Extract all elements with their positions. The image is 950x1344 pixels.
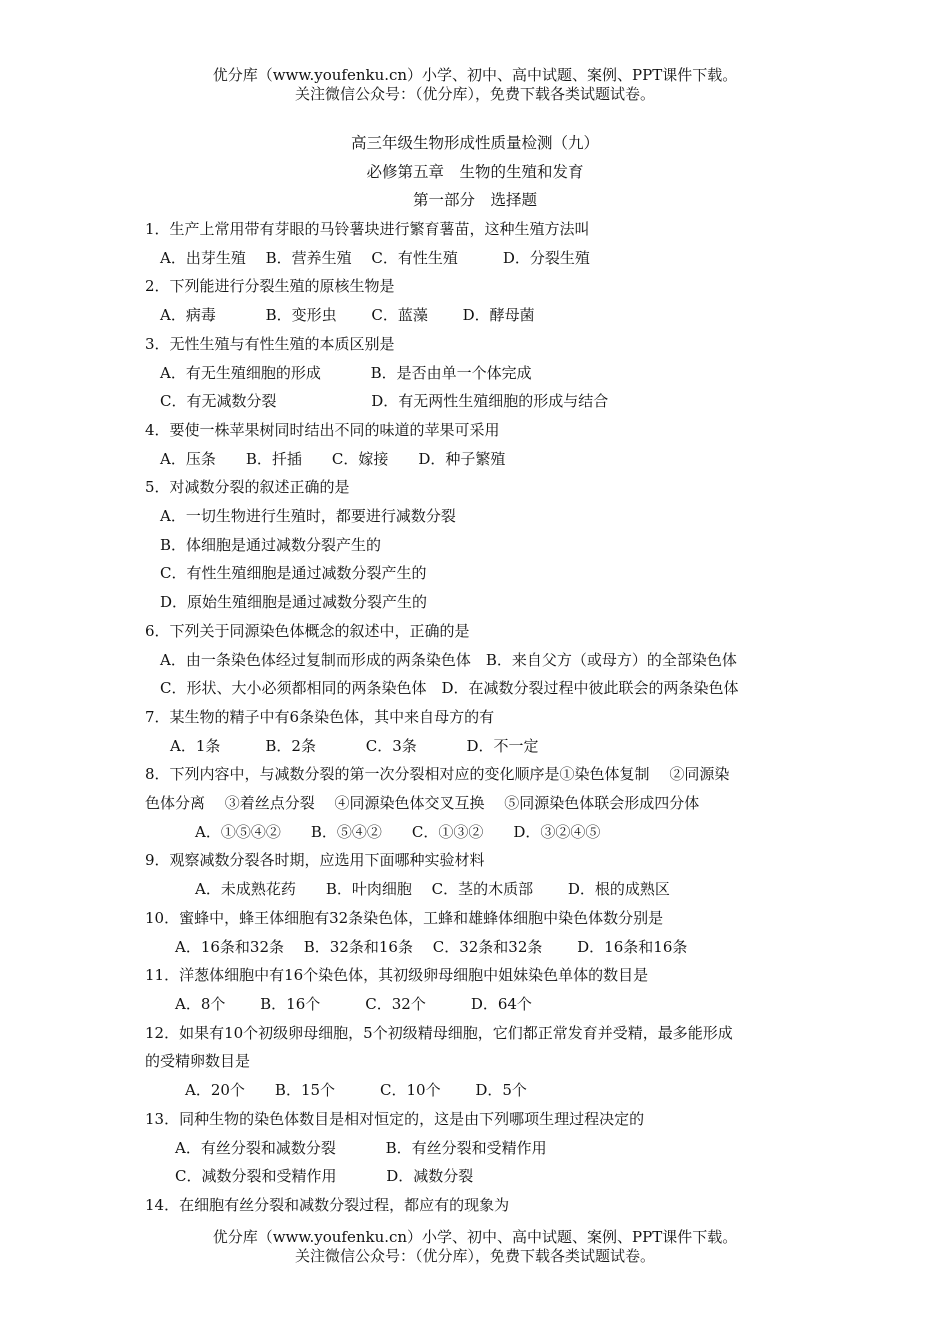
header-line-1: 优分库（www.youfenku.cn）小学、初中、高中试题、案例、PPT课件下载。 <box>212 66 738 84</box>
question-10-options: A．16条和32条 B．32条和16条 C．32条和32条 D．16条和16条 <box>175 937 688 956</box>
question-5: 5．对减数分裂的叙述正确的是 <box>145 478 350 497</box>
exam-title: 高三年级生物形成性质量检测（九） <box>350 134 599 152</box>
chapter-title: 必修第五章 生物的生殖和发育 <box>366 162 584 181</box>
question-5-option-a: A．一切生物进行生殖时，都要进行减数分裂 <box>160 507 456 526</box>
question-9: 9．观察减数分裂各时期，应选用下面哪种实验材料 <box>145 851 485 870</box>
question-3-options-ab: A．有无生殖细胞的形成 B．是否由单一个体完成 <box>160 363 532 382</box>
question-4-options: A．压条 B．扦插 C．嫁接 D．种子繁殖 <box>160 449 506 468</box>
header-line-2: 关注微信公众号：（优分库），免费下载各类试题试卷。 <box>294 85 655 103</box>
question-12: 12．如果有10个初级卵母细胞，5个初级精母细胞，它们都正常发育并受精，最多能形成 <box>145 1023 733 1042</box>
section-title: 第一部分 选择题 <box>412 191 537 209</box>
question-5-option-b: B．体细胞是通过减数分裂产生的 <box>160 535 382 554</box>
question-6-options-cd: C．形状、大小必须都相同的两条染色体 D．在减数分裂过程中彼此联会的两条染色体 <box>160 679 739 698</box>
question-8-continued: 色体分离 ③着丝点分裂 ④同源染色体交叉互换 ⑤同源染色体联会形成四分体 <box>145 794 700 813</box>
question-6-options-ab: A．由一条染色体经过复制而形成的两条染色体 B．来自父方（或母方）的全部染色体 <box>160 650 737 669</box>
question-14: 14．在细胞有丝分裂和减数分裂过程，都应有的现象为 <box>145 1195 510 1214</box>
question-7: 7．某生物的精子中有6条染色体，其中来自母方的有 <box>145 707 495 726</box>
question-3: 3．无性生殖与有性生殖的本质区别是 <box>145 334 395 353</box>
question-2: 2．下列能进行分裂生殖的原核生物是 <box>145 277 395 296</box>
question-13-options-ab: A．有丝分裂和减数分裂 B．有丝分裂和受精作用 <box>175 1138 547 1157</box>
question-11: 11．洋葱体细胞中有16个染色体，其初级卵母细胞中姐妹染色单体的数目是 <box>145 966 649 985</box>
question-list <box>145 215 805 1220</box>
question-10: 10．蜜蜂中，蜂王体细胞有32条染色体，工蜂和雄蜂体细胞中染色体数分别是 <box>145 908 664 927</box>
question-12-continued: 的受精卵数目是 <box>145 1052 251 1071</box>
question-1-options: A．出芽生殖 B．营养生殖 C．有性生殖 D．分裂生殖 <box>160 248 590 267</box>
question-11-options: A．8个 B．16个 C．32个 D．64个 <box>175 994 532 1013</box>
question-4: 4．要使一株苹果树同时结出不同的味道的苹果可采用 <box>145 420 500 439</box>
question-13-options-cd: C．减数分裂和受精作用 D．减数分裂 <box>175 1167 474 1186</box>
question-5-option-c: C．有性生殖细胞是通过减数分裂产生的 <box>160 564 427 583</box>
question-8: 8．下列内容中，与减数分裂的第一次分裂相对应的变化顺序是①染色体复制 ②同源染 <box>145 765 730 784</box>
question-7-options: A．1条 B．2条 C．3条 D．不一定 <box>170 736 539 755</box>
footer-line-1: 优分库（www.youfenku.cn）小学、初中、高中试题、案例、PPT课件下载。 <box>212 1228 738 1246</box>
exam-title-block <box>0 129 950 215</box>
question-9-options: A．未成熟花药 B．叶肉细胞 C．茎的木质部 D．根的成熟区 <box>195 880 670 899</box>
question-13: 13．同种生物的染色体数目是相对恒定的，这是由下列哪项生理过程决定的 <box>145 1109 645 1128</box>
question-12-options: A．20个 B．15个 C．10个 D．5个 <box>185 1081 527 1100</box>
footer-line-2: 关注微信公众号：（优分库），免费下载各类试题试卷。 <box>294 1247 655 1265</box>
question-5-option-d: D．原始生殖细胞是通过减数分裂产生的 <box>160 593 428 612</box>
question-3-options-cd: C．有无减数分裂 D．有无两性生殖细胞的形成与结合 <box>160 392 609 411</box>
question-6: 6．下列关于同源染色体概念的叙述中，正确的是 <box>145 621 470 640</box>
question-1: 1．生产上常用带有芽眼的马铃薯块进行繁育薯苗，这种生殖方法叫 <box>145 220 590 238</box>
question-2-options: A．病毒 B．变形虫 C．蓝藻 D．酵母菌 <box>160 306 535 325</box>
question-8-options: A．①⑤④② B．⑤④② C．①③② D．③②④⑤ <box>195 822 601 841</box>
page-footer <box>0 1228 950 1266</box>
page-header <box>0 66 950 104</box>
